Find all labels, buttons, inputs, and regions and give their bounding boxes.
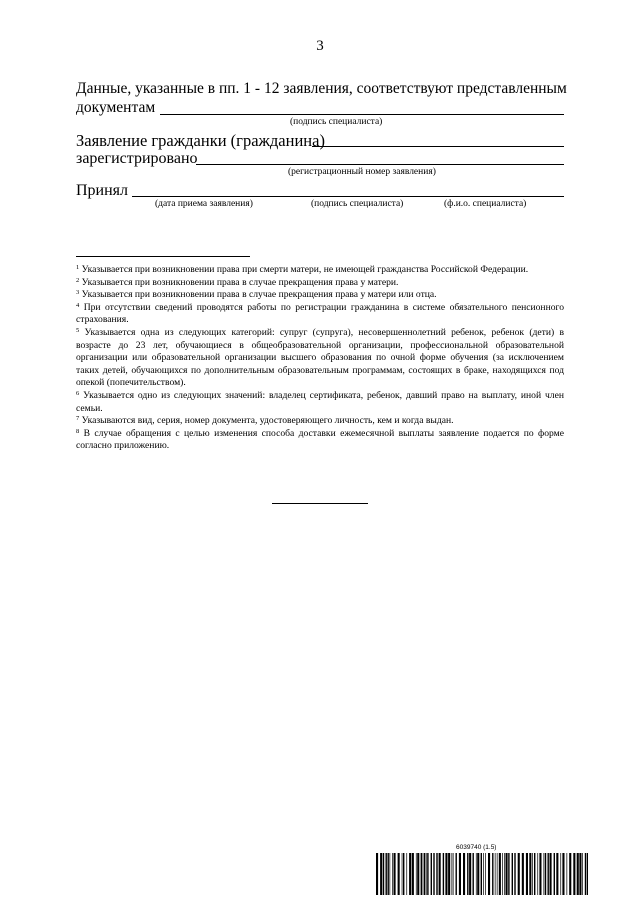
footnote-5: $^5$ Указывается одна из следующих категорий: супруг (супруга), несовершеннолетний ребенок, ребенок (дети) в возрасте до 23 лет, обучающиеся в общеобразовательной организации, профессиональной образовательной организации или образовательной организации высшего образования по очной форме обучения (за исключением таких детей, обучающихся по дополнительным образовательным программам, состоящих в браке, находящихся под опекой (попечительством). <box>76 326 564 389</box>
footnote-6: $^6$ Указывается одно из следующих значений: владелец сертификата, ребенок, давший право на выплату, иной член семьи. <box>76 389 564 414</box>
caption-reg-number: (регистрационный номер заявления) <box>288 167 436 177</box>
confirm-line2: документам <box>76 99 156 116</box>
caption-specialist-signature: (подпись специалиста) <box>290 117 383 127</box>
end-separator <box>272 503 368 504</box>
registered-line2: зарегистрировано <box>76 150 198 167</box>
footnote-3: $^3$ Указывается при возникновении права в случае прекращения права у матери или отца. <box>76 289 437 301</box>
footnote-4: $^4$ При отсутствии сведений проводятся работы по регистрации гражданина в системе обязательного пенсионного страхования. <box>76 301 564 326</box>
caption-fio: (ф.и.о. специалиста) <box>444 199 527 209</box>
footnote-7: $^7$ Указываются вид, серия, номер документа, удостоверяющего личность, кем и когда выдан. <box>76 415 454 427</box>
footnote-separator <box>76 256 250 257</box>
accepted-label: Принял <box>76 182 129 199</box>
specialist-signature-line[interactable] <box>160 114 564 115</box>
caption-date: (дата приема заявления) <box>155 199 253 209</box>
citizen-name-line[interactable] <box>312 146 564 147</box>
footnote-1: $^1$ Указывается при возникновении права при смерти матери, не имеющей гражданства Российской Федерации. <box>76 264 529 275</box>
footnotes <box>76 264 564 453</box>
footnote-2: $^2$ Указывается при возникновении права в случае прекращения права у матери. <box>76 276 399 288</box>
barcode-image <box>376 853 588 895</box>
accepted-line[interactable] <box>132 196 564 197</box>
caption-signature: (подпись специалиста) <box>311 199 404 209</box>
footnote-8: $^8$ В случае обращения с целью изменения способа доставки ежемесячной выплаты заявление подается по форме согласно приложению. <box>76 427 564 452</box>
reg-number-line[interactable] <box>196 164 564 165</box>
confirm-line1: Данные, указанные в пп. 1 - 12 заявления, соответствуют представленным <box>76 80 567 97</box>
barcode-number: 6039740 (1.5) <box>456 844 497 851</box>
page-number: 3 <box>316 38 324 54</box>
registered-line1: Заявление гражданки (гражданина) <box>76 131 325 150</box>
